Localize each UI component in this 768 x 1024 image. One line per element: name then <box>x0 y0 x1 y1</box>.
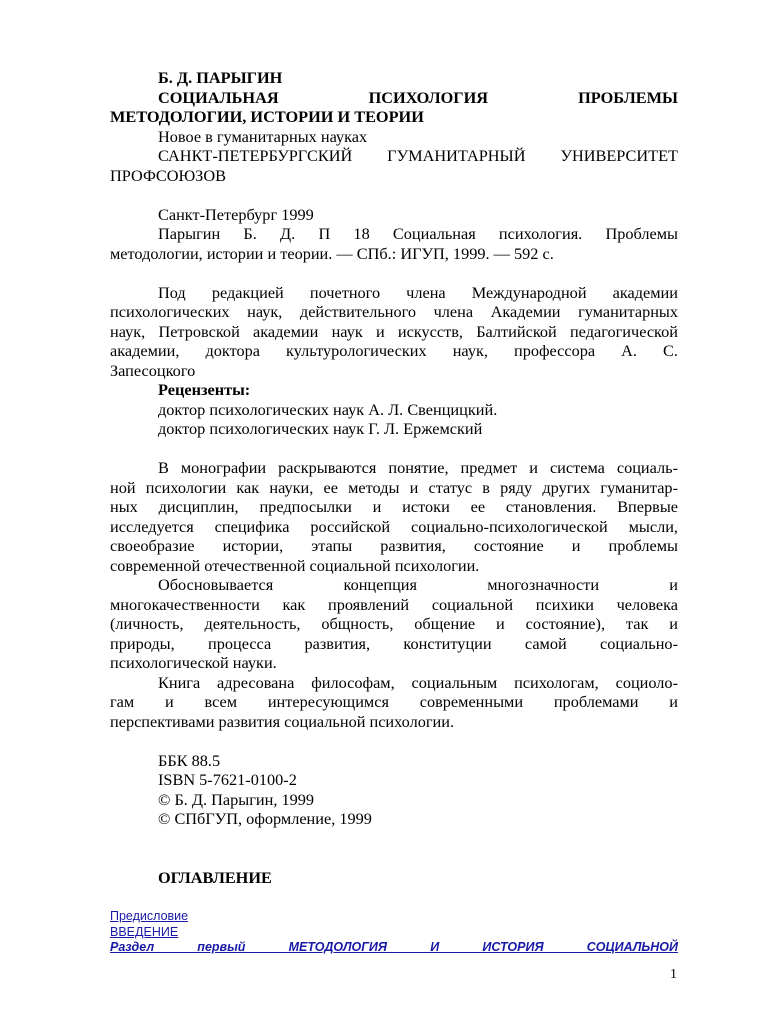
abstract-p3-line-3: перспективами развития социальной психологии. <box>110 711 455 731</box>
spacer <box>110 263 678 283</box>
abstract-p2-line-2: многокачественности как проявлений социальной психики человека <box>110 594 678 614</box>
editor-line-2: психологических наук, действительного члена Академии гуманитарных <box>110 302 678 321</box>
spacer <box>110 848 678 868</box>
abstract-p2-line-1: Обосновывается концепция многозначности и <box>158 575 678 594</box>
abstract-p3-line-1: Книга адресована философам, социальным психологам, социоло- <box>158 672 678 692</box>
abstract-p1-line-5: своеобразие истории, этапы развития, состояние и проблемы <box>110 536 678 555</box>
abstract-p2-line-4: природы, процесса развития, конституции самой социально- <box>110 633 678 653</box>
isbn-code: ISBN 5-7621-0100-2 <box>158 770 297 789</box>
toc-link-preface[interactable]: Предисловие <box>110 909 189 923</box>
reviewer-2: доктор психологических наук Г. Л. Ержемский <box>158 419 483 438</box>
editor-line-4: академии, доктора культурологических наук, профессора А. С. <box>110 341 678 360</box>
spacer <box>110 829 678 849</box>
city-year: Санкт-Петербург 1999 <box>158 204 314 224</box>
page-number: 1 <box>670 967 677 982</box>
abstract-p2-line-3: (личность, деятельность, общность, общение и состояние), так и <box>110 614 678 633</box>
reviewers-heading: Рецензенты: <box>158 380 251 399</box>
toc-link-introduction[interactable]: ВВЕДЕНИЕ <box>110 924 179 939</box>
book-title-line-2: МЕТОДОЛОГИИ, ИСТОРИИ И ТЕОРИИ <box>110 107 424 126</box>
spacer <box>110 439 678 459</box>
abstract-p1-line-1: В монографии раскрываются понятие, предмет и система социаль- <box>158 458 678 477</box>
abstract-p1-line-4: исследуется специфика российской социально-психологической мысли, <box>110 516 678 536</box>
copyright-publisher: © СПбГУП, оформление, 1999 <box>158 809 372 828</box>
abstract-p1-line-6: современной отечественной социальной психологии. <box>110 555 480 575</box>
bbk-code: ББК 88.5 <box>158 750 221 770</box>
abstract-p1-line-3: ных дисциплин, предпосылки и истоки ее становления. Впервые <box>110 497 678 516</box>
toc-heading: ОГЛАВЛЕНИЕ <box>158 867 272 887</box>
book-title-line-1: СОЦИАЛЬНАЯ ПСИХОЛОГИЯ ПРОБЛЕМЫ <box>158 87 678 107</box>
editor-line-1: Под редакцией почетного члена Международной академии <box>158 282 678 302</box>
spacer <box>110 887 678 909</box>
document-page <box>110 68 678 956</box>
bibliographic-line-1: Парыгин Б. Д. П 18 Социальная психология. Проблемы <box>158 224 678 243</box>
abstract-p2-line-5: психологической науки. <box>110 653 277 672</box>
copyright-author: © Б. Д. Парыгин, 1999 <box>158 789 315 809</box>
bibliographic-line-2: методологии, истории и теории. — СПб.: ИГУП, 1999. — 592 с. <box>110 243 554 263</box>
abstract-p3-line-2: гам и всем интересующимся современными проблемами и <box>110 692 678 711</box>
spacer <box>110 731 678 751</box>
series-name: Новое в гуманитарных науках <box>158 126 368 146</box>
editor-line-5: Запесоцкого <box>110 360 196 380</box>
spacer <box>110 185 678 205</box>
reviewer-1: доктор психологических наук А. Л. Свенцицкий. <box>158 399 498 419</box>
publisher-line-2: ПРОФСОЮЗОВ <box>110 165 226 185</box>
abstract-p1-line-2: ной психологии как науки, ее методы и статус в ряду других гуманитар- <box>110 477 678 497</box>
editor-line-3: наук, Петровской академии наук и искусств, Балтийской педагогической <box>110 321 678 341</box>
publisher-line-1: САНКТ-ПЕТЕРБУРГСКИЙ ГУМАНИТАРНЫЙ УНИВЕРСИТЕТ <box>158 146 678 165</box>
author-name: Б. Д. ПАРЫГИН <box>158 68 283 87</box>
toc-link-section-one[interactable]: Раздел первый МЕТОДОЛОГИЯ И ИСТОРИЯ СОЦИАЛЬНОЙ <box>110 940 678 954</box>
